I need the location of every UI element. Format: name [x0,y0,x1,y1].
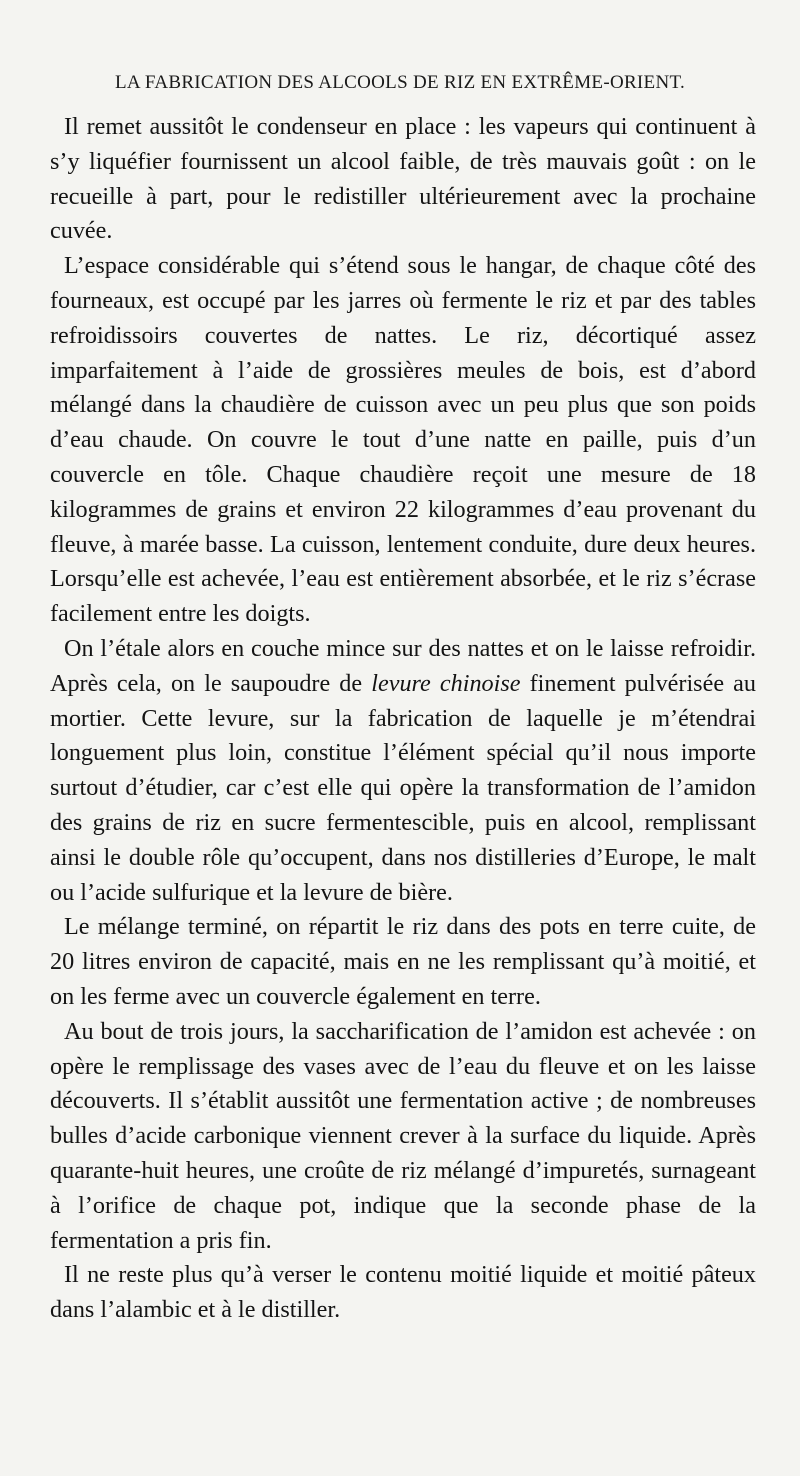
paragraph-distiller: Il ne reste plus qu’à verser le contenu moitié liquide et moitié pâteux dans l’alambic et à le distiller. [50,1261,756,1324]
paragraph-hangar: L’espace considérable qui s’étend sous le hangar, de chaque côté des fourneaux, est occupé par les jarres où fermente le riz et par des tables refroidissoirs couvertes de nattes. Le riz, décortiqué assez imparfaitement à l’aide de grossières meules de bois, est d’abord mélangé dans la chaudière de cuisson avec un peu plus que son poids d’eau chaude. On couvre le tout d’une natte en paille, puis d’un couvercle en tôle. Chaque chaudière reçoit une mesure de 18 kilogrammes de grains et environ 22 kilogrammes d’eau provenant du fleuve, à marée basse. La cuisson, lentement conduite, dure deux heures. Lorsqu’elle est achevée, l’eau est entièrement absorbée, et le riz s’écrase facilement entre les doigts. [50,252,756,628]
paragraph-levure [50,632,756,910]
paragraph-melange: Le mélange terminé, on répartit le riz dans des pots en terre cuite, de 20 litres environ de capacité, mais en ne les remplissant qu’à moitié, et on les ferme avec un couvercle également en terre. [50,913,756,1010]
body-text [50,110,756,1328]
paragraph-levure-start: On l’étale alors en couche mince sur des nattes et on le laisse refroidir. Après cela, on le saupoudre de [50,634,756,697]
italic-levure-chinoise: levure chinoise [371,669,521,697]
paragraph-condenseur: Il remet aussitôt le condenseur en place : les vapeurs qui continuent à s’y liquéfier fournissent un alcool faible, de très mauvais goût : on le recueille à part, pour le redistiller ultérieurement avec la prochaine cuvée. [50,113,756,245]
paragraph-saccharification: Au bout de trois jours, la saccharification de l’amidon est achevée : on opère le remplissage des vases avec de l’eau du fleuve et on les laisse découverts. Il s’établit aussitôt une fermentation active ; de nombreuses bulles d’acide carbonique viennent crever à la surface du liquide. Après quarante-huit heures, une croûte de riz mélangé d’impuretés, surnageant à l’orifice de chaque pot, indique que la seconde phase de la fermentation a pris fin. [50,1017,756,1254]
paragraph-levure-end: finement pulvérisée au mortier. Cette levure, sur la fabrication de laquelle je m’étendrai longuement plus loin, constitue l’élément spécial qu’il nous importe surtout d’étudier, car c’est elle qui opère la transformation de l’amidon des grains de riz en sucre fermentescible, puis en alcool, remplissant ainsi le double rôle qu’occupent, dans nos distilleries d’Europe, le malt ou l’acide sulfurique et la levure de bière. [50,669,757,906]
running-head: LA FABRICATION DES ALCOOLS DE RIZ EN EXTRÊME-ORIENT. [114,72,686,93]
